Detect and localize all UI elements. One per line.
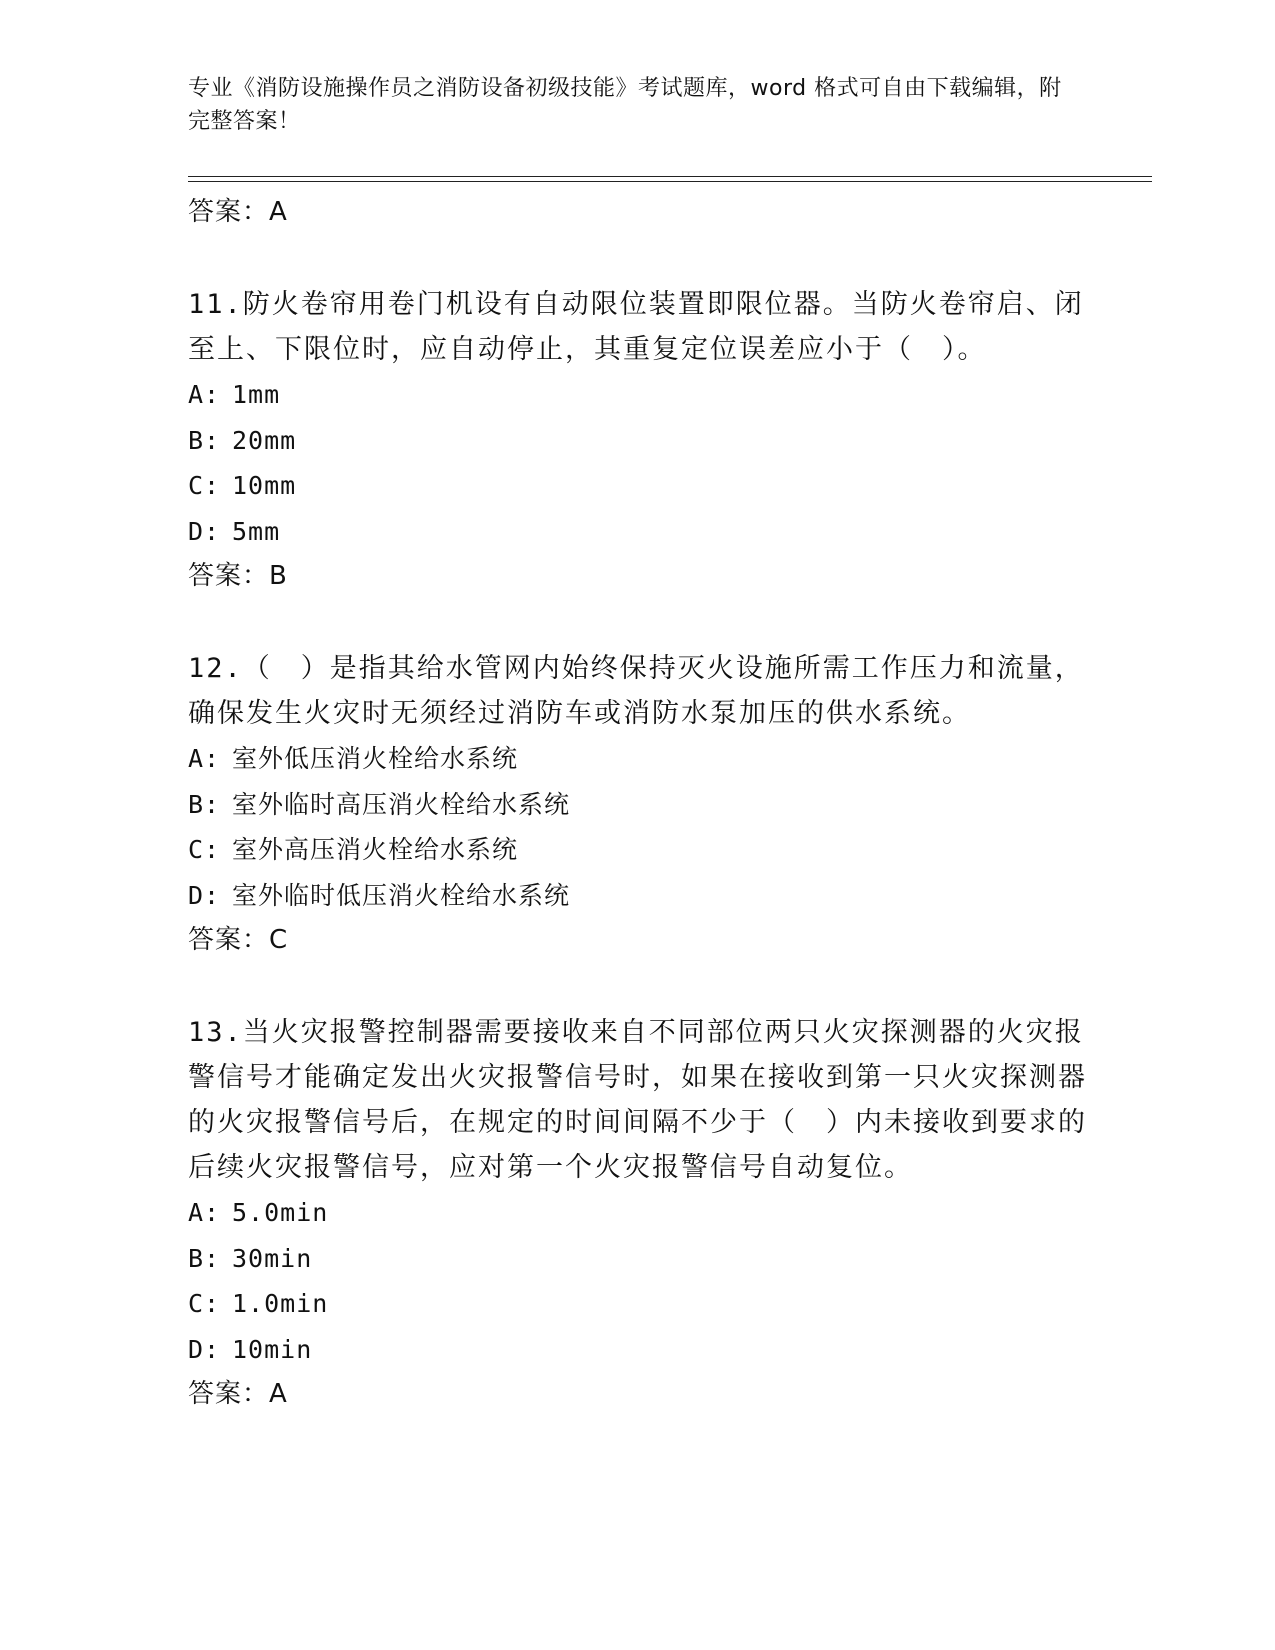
question-item [188,1010,1108,1416]
option-a [188,736,1108,782]
question-text: 13.当火灾报警控制器需要接收来自不同部位两只火灾探测器的火灾报警信号才能确定发出火灾报警信号时，如果在接收到第一只火灾探测器的火灾报警信号后，在规定的时间间隔不少于（ ）内未接收到要求的后续火灾报警信号，应对第一个火灾报警信号自动复位。 [188,1017,1087,1183]
option-d [188,1327,1108,1373]
option-c [188,1281,1108,1327]
option-text: 1.0min [232,1289,329,1318]
question-text: 12.（ ）是指其给水管网内始终保持灭火设施所需工作压力和流量，确保发生火灾时无须经过消防车或消防水泵加压的供水系统。 [188,653,1084,729]
answer-line: 答案：B [188,561,288,591]
question-item [188,282,1108,598]
option-b [188,782,1108,828]
option-text: 5.0min [232,1198,329,1227]
content-area [188,190,1108,1416]
question-item [188,646,1108,962]
option-letter: A: [188,744,221,773]
answer-line: 答案：A [188,1379,288,1409]
header-divider [188,176,1152,182]
option-letter: B: [188,425,221,455]
option-letter: D: [188,880,221,910]
option-a [188,372,1108,418]
option-text: 室外低压消火栓给水系统 [232,744,519,773]
option-d [188,509,1108,555]
option-letter: A: [188,1198,221,1227]
option-letter: C: [188,1289,221,1318]
answer-line: 答案：C [188,925,289,955]
question-text: 11.防火卷帘用卷门机设有自动限位装置即限位器。当防火卷帘启、闭至上、下限位时，应自动停止，其重复定位误差应小于（ ）。 [188,289,1084,365]
option-d [188,873,1108,919]
option-b [188,418,1108,464]
option-text: 10min [232,1334,313,1364]
document-header: 专业《消防设施操作员之消防设备初级技能》考试题库，word 格式可自由下载编辑，附完整答案！ [188,76,1062,134]
option-text: 室外临时低压消火栓给水系统 [232,880,571,910]
answer-line: 答案：A [188,197,288,227]
option-c [188,827,1108,873]
option-b [188,1236,1108,1282]
option-text: 1mm [232,380,281,409]
option-text: 5mm [232,516,281,546]
option-letter: B: [188,789,221,819]
option-letter: D: [188,516,221,546]
option-c [188,463,1108,509]
option-text: 20mm [232,425,297,455]
option-letter: C: [188,471,221,500]
option-a [188,1190,1108,1236]
option-text: 室外临时高压消火栓给水系统 [232,789,571,819]
option-text: 10mm [232,471,297,500]
option-letter: A: [188,380,221,409]
option-letter: C: [188,835,221,864]
option-text: 30min [232,1243,313,1273]
option-letter: B: [188,1243,221,1273]
option-letter: D: [188,1334,221,1364]
option-text: 室外高压消火栓给水系统 [232,835,519,864]
